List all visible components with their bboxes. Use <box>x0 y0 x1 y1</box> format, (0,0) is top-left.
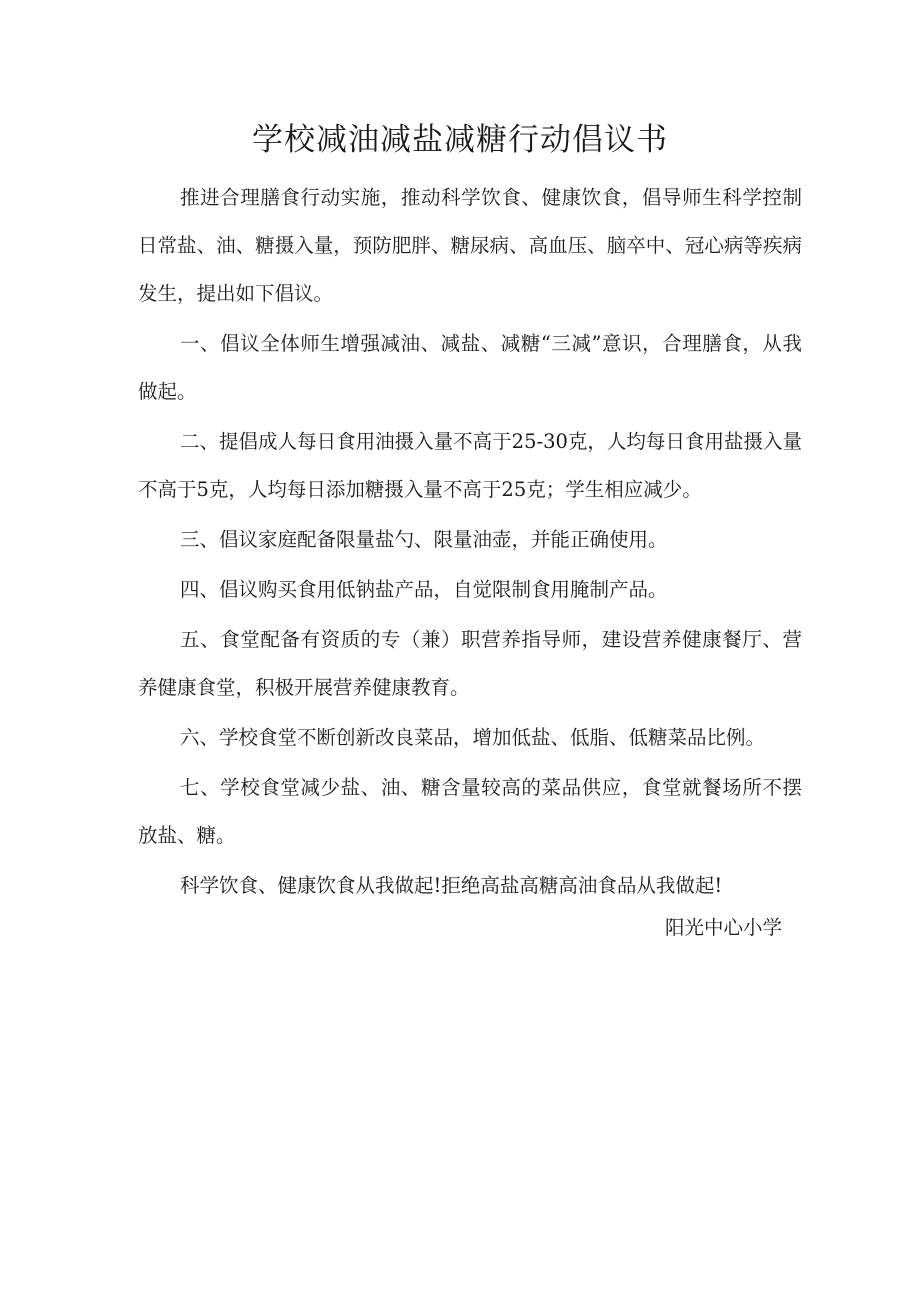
proposal-item-6: 六、学校食堂不断创新改良菜品，增加低盐、低脂、低糖菜品比例。 <box>180 726 766 749</box>
document-body <box>138 174 802 912</box>
proposal-item-5: 五、食堂配备有资质的专（兼）职营养指导师，建设营养健康餐厅、营养健康食堂，积极开展营养健康教育。 <box>138 628 802 699</box>
proposal-item-4: 四、倡议购买食用低钠盐产品，自觉限制食用腌制产品。 <box>180 578 668 601</box>
proposal-item-7: 七、学校食堂减少盐、油、糖含量较高的菜品供应，食堂就餐场所不摆放盐、糖。 <box>138 776 802 847</box>
slogan-paragraph: 科学饮食、健康饮食从我做起!拒绝高盐高糖高油食品从我做起! <box>180 874 723 897</box>
proposal-item-1: 一、倡议全体师生增强减油、减盐、减糖“三减”意识，合理膳食，从我做起。 <box>138 332 802 403</box>
proposal-item-2: 二、提倡成人每日食用油摄入量不高于25-30克，人均每日食用盐摄入量不高于5克，人均每日添加糖摄入量不高于25克；学生相应减少。 <box>138 430 802 501</box>
document-title: 学校减油减盐减糖行动倡议书 <box>252 122 668 158</box>
proposal-item-3: 三、倡议家庭配备限量盐勺、限量油壶，并能正确使用。 <box>180 528 668 551</box>
signature: 阳光中心小学 <box>664 916 782 939</box>
intro-paragraph: 推进合理膳食行动实施，推动科学饮食、健康饮食，倡导师生科学控制日常盐、油、糖摄入量，预防肥胖、糖尿病、高血压、脑卒中、冠心病等疾病发生，提出如下倡议。 <box>138 186 802 305</box>
